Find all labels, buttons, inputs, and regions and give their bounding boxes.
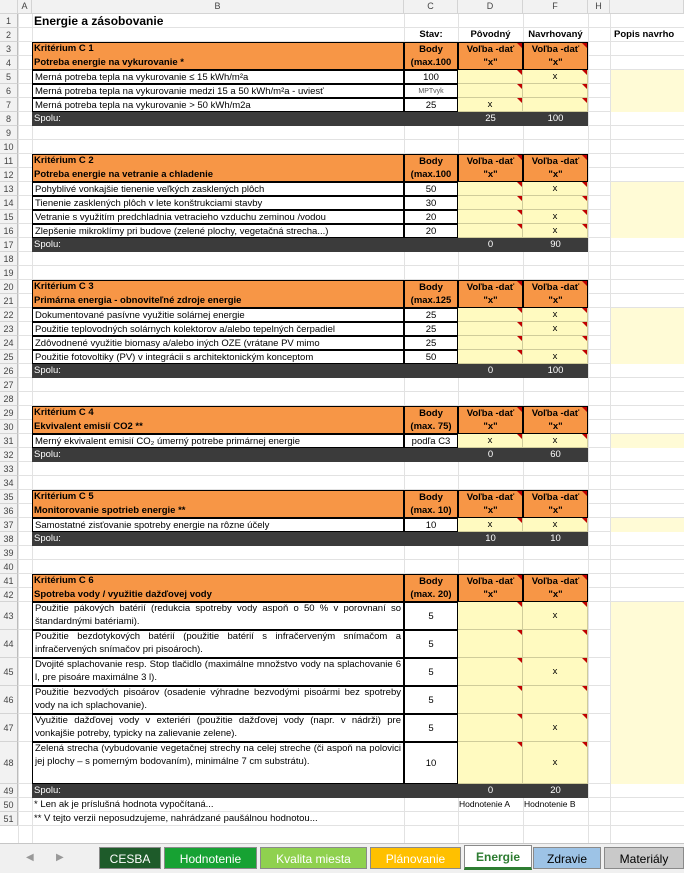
item-description[interactable]: Samostatné zisťovanie spotreby energie na rôzne účely [32, 518, 404, 532]
row-number[interactable]: 30 [0, 420, 18, 434]
navrh-choice-cell[interactable] [523, 196, 588, 210]
navrh-choice-cell[interactable]: x [523, 322, 588, 336]
povodny-choice-header: Voľba -dať "x" [458, 406, 523, 434]
row-number[interactable]: 23 [0, 322, 18, 336]
item-description[interactable]: Použitie pákových batérií (redukcia spotreby vody aspoň o 50 % v porovnaní so štandardnými batériami). [32, 602, 404, 630]
navrh-choice-cell[interactable]: x [523, 70, 588, 84]
row-number[interactable]: 26 [0, 364, 18, 378]
row-number[interactable]: 34 [0, 476, 18, 490]
item-points[interactable]: 5 [404, 602, 458, 630]
row-number[interactable]: 15 [0, 210, 18, 224]
row-number[interactable]: 27 [0, 378, 18, 392]
hodnotenie-b: Hodnotenie B [524, 799, 576, 809]
body-header: Body (max.100 [404, 42, 458, 70]
navrh-choice-header: Voľba -dať "x" [523, 42, 588, 70]
total-label: Spolu: [32, 448, 404, 462]
row-number[interactable]: 7 [0, 98, 18, 112]
column-header[interactable] [610, 0, 684, 14]
item-points[interactable]: podľa C3 [404, 434, 458, 448]
item-description[interactable]: Použitie fotovoltiky (PV) v integrácii s architektonickým konceptom [32, 350, 404, 364]
row-number[interactable]: 1 [0, 14, 18, 28]
criterion-id: Kritérium C 1 [34, 43, 94, 54]
sheet-tab[interactable]: Kvalita miesta [260, 847, 367, 869]
navrh-choice-header: Voľba -dať "x" [523, 154, 588, 182]
item-points[interactable]: 100 [404, 70, 458, 84]
row-number[interactable]: 39 [0, 546, 18, 560]
body-header: Body (max.100 [404, 154, 458, 182]
row-number[interactable]: 36 [0, 504, 18, 518]
criterion-name: Spotreba vody / využitie dažďovej vody [34, 589, 212, 600]
povodny-choice-cell[interactable] [458, 714, 523, 742]
row-number[interactable]: 13 [0, 182, 18, 196]
item-description[interactable]: Merná potreba tepla na vykurovanie medzi 15 a 50 kWh/m²a - uviesť [32, 84, 404, 98]
body-header: Body (max. 20) [404, 574, 458, 602]
criterion-name: Ekvivalent emisií CO2 ** [34, 421, 143, 432]
povodny-choice-cell[interactable] [458, 182, 523, 196]
povodny-choice-cell[interactable] [458, 196, 523, 210]
povodny-choice-cell[interactable] [458, 742, 523, 784]
total-navrh: 100 [523, 112, 588, 126]
total-navrh: 60 [523, 448, 588, 462]
select-all-corner[interactable] [0, 0, 18, 14]
povodny-choice-cell[interactable]: x [458, 518, 523, 532]
row-number[interactable]: 4 [0, 56, 18, 70]
navrh-choice-cell[interactable]: x [523, 742, 588, 784]
sheet-tab[interactable]: Hodnotenie [164, 847, 257, 869]
item-description[interactable]: Dokumentované pasívne využitie solárnej energie [32, 308, 404, 322]
item-description[interactable]: Merný ekvivalent emisií CO₂ úmerný potrebe primárnej energie [32, 434, 404, 448]
navrh-choice-cell[interactable]: x [523, 350, 588, 364]
item-description[interactable]: Pohyblivé vonkajšie tienenie veľkých zasklených plôch [32, 182, 404, 196]
item-description[interactable]: Použitie teplovodných solárnych kolektorov a/alebo tepelných čerpadiel [32, 322, 404, 336]
item-points[interactable]: 10 [404, 742, 458, 784]
row-number[interactable]: 40 [0, 560, 18, 574]
item-points[interactable]: 20 [404, 224, 458, 238]
column-header[interactable]: B [32, 0, 404, 14]
total-povodny: 0 [458, 448, 523, 462]
criterion-id: Kritérium C 4 [34, 407, 94, 418]
navrhovany-label: Navrhovaný [528, 29, 583, 40]
row-number[interactable]: 20 [0, 280, 18, 294]
column-header[interactable]: C [404, 0, 458, 14]
row-number[interactable]: 28 [0, 392, 18, 406]
row-number[interactable]: 12 [0, 168, 18, 182]
row-number[interactable]: 5 [0, 70, 18, 84]
povodny-choice-header: Voľba -dať "x" [458, 490, 523, 518]
row-number[interactable]: 31 [0, 434, 18, 448]
row-number[interactable]: 17 [0, 238, 18, 252]
row-number[interactable]: 51 [0, 812, 18, 826]
popis-label: Popis navrho [614, 29, 675, 40]
criterion-id: Kritérium C 6 [34, 575, 94, 586]
sheet-tab[interactable]: Zdravie [533, 847, 601, 869]
navrh-choice-cell[interactable] [523, 336, 588, 350]
row-number[interactable]: 3 [0, 42, 18, 56]
item-points[interactable]: 30 [404, 196, 458, 210]
povodny-choice-cell[interactable] [458, 686, 523, 714]
item-points[interactable]: 25 [404, 98, 458, 112]
povodny-choice-cell[interactable] [458, 350, 523, 364]
description-cell[interactable] [611, 518, 684, 532]
row-number[interactable]: 29 [0, 406, 18, 420]
criterion-name: Primárna energia - obnoviteľné zdroje energie [34, 295, 242, 306]
column-header[interactable]: H [588, 0, 610, 14]
column-header[interactable]: D [458, 0, 523, 14]
column-header[interactable]: A [18, 0, 32, 14]
row-number[interactable]: 6 [0, 84, 18, 98]
total-navrh: 20 [523, 784, 588, 798]
row-number[interactable]: 32 [0, 448, 18, 462]
navrh-choice-cell[interactable]: x [523, 210, 588, 224]
total-navrh: 90 [523, 238, 588, 252]
sheet-tab[interactable]: Plánovanie [370, 847, 461, 869]
item-points[interactable]: MPTvyk [404, 84, 458, 98]
item-points[interactable]: 50 [404, 182, 458, 196]
row-number[interactable]: 49 [0, 784, 18, 798]
navrh-choice-cell[interactable] [523, 630, 588, 658]
item-points[interactable]: 25 [404, 308, 458, 322]
row-number[interactable]: 2 [0, 28, 18, 42]
prev-sheet-icon[interactable]: ◀ [26, 852, 34, 863]
total-label: Spolu: [32, 784, 404, 798]
body-header: Body (max.125 [404, 280, 458, 308]
description-cell[interactable] [611, 182, 684, 238]
povodny-choice-cell[interactable] [458, 210, 523, 224]
sheet-title: Energie a zásobovanie [34, 14, 164, 28]
row-number[interactable]: 44 [0, 630, 18, 658]
total-label: Spolu: [32, 532, 404, 546]
criterion-name: Potreba energie na vykurovanie * [34, 57, 184, 68]
navrh-choice-cell[interactable]: x [523, 182, 588, 196]
item-description[interactable]: Zelená strecha (vybudovanie vegetačnej strechy na celej streche (či aspoň na polovici jej plochy – s pomerným bodovaním), minimálne 7 cm substrátu). [32, 742, 404, 784]
total-povodny: 0 [458, 238, 523, 252]
description-cell[interactable] [611, 602, 684, 784]
povodny-choice-cell[interactable] [458, 336, 523, 350]
body-header: Body (max. 75) [404, 406, 458, 434]
item-description[interactable]: Zlepšenie mikroklímy pri budove (zelené plochy, vegetačná strecha...) [32, 224, 404, 238]
criterion-id: Kritérium C 5 [34, 491, 94, 502]
povodny-label: Pôvodný [470, 29, 511, 40]
povodny-choice-cell[interactable] [458, 70, 523, 84]
item-description[interactable]: Použitie bezdotykových batérií (použitie batérií s infračerveným snímačom a infračervených snímačov pri pisoároch). [32, 630, 404, 658]
criterion-name: Monitorovanie spotrieb energie ** [34, 505, 186, 516]
total-label: Spolu: [32, 364, 404, 378]
povodny-choice-header: Voľba -dať "x" [458, 574, 523, 602]
item-description[interactable]: Merná potreba tepla na vykurovanie > 50 kWh/m2a [32, 98, 404, 112]
row-number[interactable]: 21 [0, 294, 18, 308]
footnote-1: * Len ak je príslušná hodnota vypočítaná... [34, 799, 214, 810]
hodnotenie-a: Hodnotenie A [459, 799, 511, 809]
criterion-id: Kritérium C 3 [34, 281, 94, 292]
row-number[interactable]: 25 [0, 350, 18, 364]
povodny-choice-cell[interactable]: x [458, 434, 523, 448]
criterion-name: Potreba energie na vetranie a chladenie [34, 169, 213, 180]
povodny-choice-cell[interactable] [458, 224, 523, 238]
navrh-choice-cell[interactable]: x [523, 602, 588, 630]
next-sheet-icon[interactable]: ▶ [56, 852, 64, 863]
item-points[interactable]: 5 [404, 714, 458, 742]
stav-label: Stav: [419, 29, 443, 40]
item-description[interactable]: Zdôvodnené využitie biomasy a/alebo iných OZE (vrátane PV mimo [32, 336, 404, 350]
total-povodny: 10 [458, 532, 523, 546]
row-number[interactable]: 11 [0, 154, 18, 168]
description-cell[interactable] [611, 434, 684, 448]
item-points[interactable]: 10 [404, 518, 458, 532]
navrh-choice-cell[interactable] [523, 686, 588, 714]
item-points[interactable]: 50 [404, 350, 458, 364]
row-number[interactable]: 38 [0, 532, 18, 546]
row-number[interactable]: 24 [0, 336, 18, 350]
item-points[interactable]: 25 [404, 336, 458, 350]
row-number[interactable]: 48 [0, 742, 18, 784]
povodny-choice-header: Voľba -dať "x" [458, 42, 523, 70]
row-number[interactable]: 16 [0, 224, 18, 238]
row-number[interactable]: 47 [0, 714, 18, 742]
item-points[interactable]: 20 [404, 210, 458, 224]
navrh-choice-cell[interactable] [523, 98, 588, 112]
item-description[interactable]: Tienenie zasklených plôch v lete konštrukciami stavby [32, 196, 404, 210]
total-label: Spolu: [32, 112, 404, 126]
povodny-choice-cell[interactable] [458, 658, 523, 686]
row-number[interactable]: 43 [0, 602, 18, 630]
item-description[interactable]: Využitie dažďovej vody v exteriéri (použitie dažďovej vody (napr. v nádrži) pre vonkajšie potreby, typicky na zalievanie zelene). [32, 714, 404, 742]
navrh-choice-cell[interactable]: x [523, 308, 588, 322]
povodny-choice-cell[interactable] [458, 602, 523, 630]
sheet-tab-bar [0, 843, 684, 873]
navrh-choice-header: Voľba -dať "x" [523, 280, 588, 308]
povodny-choice-header: Voľba -dať "x" [458, 154, 523, 182]
total-label: Spolu: [32, 238, 404, 252]
row-number[interactable]: 19 [0, 266, 18, 280]
navrh-choice-cell[interactable]: x [523, 224, 588, 238]
row-number[interactable]: 37 [0, 518, 18, 532]
navrh-choice-cell[interactable]: x [523, 714, 588, 742]
item-points[interactable]: 5 [404, 686, 458, 714]
navrh-choice-cell[interactable]: x [523, 434, 588, 448]
row-number[interactable]: 18 [0, 252, 18, 266]
row-number[interactable]: 8 [0, 112, 18, 126]
column-header[interactable]: F [523, 0, 588, 14]
navrh-choice-cell[interactable]: x [523, 518, 588, 532]
povodny-choice-cell[interactable] [458, 322, 523, 336]
row-number[interactable]: 14 [0, 196, 18, 210]
total-navrh: 100 [523, 364, 588, 378]
item-description[interactable]: Merná potreba tepla na vykurovanie ≤ 15 kWh/m²a [32, 70, 404, 84]
row-number[interactable]: 50 [0, 798, 18, 812]
total-navrh: 10 [523, 532, 588, 546]
body-header: Body (max. 10) [404, 490, 458, 518]
navrh-choice-header: Voľba -dať "x" [523, 574, 588, 602]
povodny-choice-cell[interactable]: x [458, 98, 523, 112]
povodny-choice-cell[interactable] [458, 308, 523, 322]
total-povodny: 25 [458, 112, 523, 126]
povodny-choice-header: Voľba -dať "x" [458, 280, 523, 308]
item-description[interactable]: Vetranie s využitím predchladnia vetracieho vzduchu zeminou /vodou [32, 210, 404, 224]
navrh-choice-header: Voľba -dať "x" [523, 490, 588, 518]
row-number[interactable]: 10 [0, 140, 18, 154]
item-points[interactable]: 25 [404, 322, 458, 336]
item-description[interactable]: Dvojité splachovanie resp. Stop tlačidlo (maximálne množstvo vody na splachovanie 6 l, pre pisoáre maximálne 3 l). [32, 658, 404, 686]
row-number[interactable]: 41 [0, 574, 18, 588]
description-cell[interactable] [611, 70, 684, 112]
row-number[interactable]: 22 [0, 308, 18, 322]
criterion-id: Kritérium C 2 [34, 155, 94, 166]
sheet-tab[interactable]: CESBA [99, 847, 161, 869]
total-povodny: 0 [458, 784, 523, 798]
row-number[interactable]: 9 [0, 126, 18, 140]
description-cell[interactable] [611, 308, 684, 364]
item-description[interactable]: Použitie bezvodých pisoárov (osadenie výhradne bezvodými pisoármi bez spotreby vody na ich splachovanie). [32, 686, 404, 714]
navrh-choice-cell[interactable] [523, 84, 588, 98]
item-points[interactable]: 5 [404, 658, 458, 686]
row-number[interactable]: 46 [0, 686, 18, 714]
row-number[interactable]: 33 [0, 462, 18, 476]
total-povodny: 0 [458, 364, 523, 378]
sheet-tab[interactable]: Materiály [604, 847, 684, 869]
sheet-tab[interactable]: Energie [464, 845, 532, 870]
povodny-choice-cell[interactable] [458, 630, 523, 658]
footnote-2: ** V tejto verzii neposudzujeme, nahrádzané paušálnou hodnotou... [34, 813, 318, 824]
row-number[interactable]: 42 [0, 588, 18, 602]
row-number[interactable]: 45 [0, 658, 18, 686]
povodny-choice-cell[interactable] [458, 84, 523, 98]
navrh-choice-header: Voľba -dať "x" [523, 406, 588, 434]
navrh-choice-cell[interactable]: x [523, 658, 588, 686]
row-number[interactable]: 35 [0, 490, 18, 504]
item-points[interactable]: 5 [404, 630, 458, 658]
